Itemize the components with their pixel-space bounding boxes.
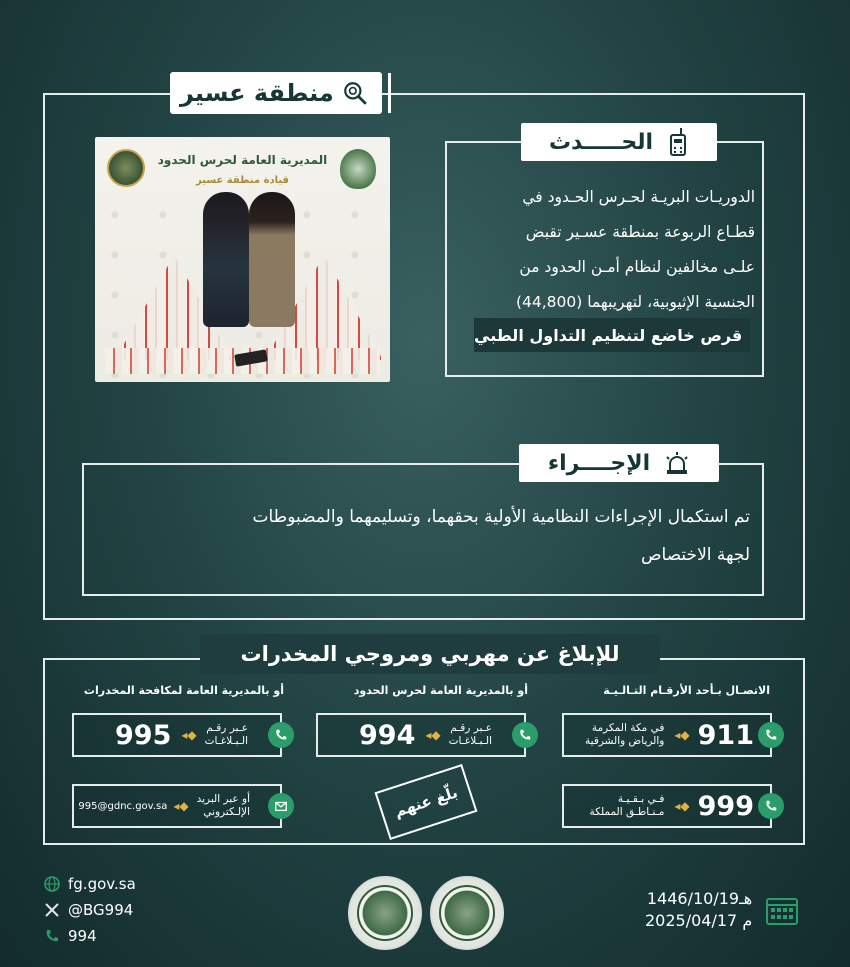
date-hijri: 1446/10/19هـ xyxy=(646,889,753,908)
action-title: الإجــــراء xyxy=(519,444,719,482)
mail-icon xyxy=(268,793,294,819)
phone-icon xyxy=(512,722,538,748)
report-title: للإبلاغ عن مهربي ومروجي المخدرات xyxy=(200,634,660,674)
photo-header-title: المديرية العامة لحرس الحدود xyxy=(157,153,328,167)
footer-phone[interactable]: 994 xyxy=(44,927,136,945)
call-994-pill[interactable]: عـبر رقـم الـبـلاغـات ◆◂ 994 xyxy=(316,713,526,757)
event-title: الحـــــدث xyxy=(521,123,717,161)
col-head-border-guard: أو بالمديرية العامة لحرس الحدود xyxy=(353,684,528,697)
number-994: 994 xyxy=(359,719,416,751)
phone-icon xyxy=(44,928,60,944)
footer-website[interactable]: fg.gov.sa xyxy=(44,875,136,893)
action-description: تم استكمال الإجراءات النظامية الأولية بحقهما، وتسليمهما والمضبوطات لجهة الاختصاص xyxy=(252,507,750,565)
footer-contacts xyxy=(44,875,136,945)
alarm-light-icon xyxy=(664,450,690,476)
region-title: منطقة عسير xyxy=(180,79,334,107)
magnifier-target-icon xyxy=(342,80,368,106)
region-tag xyxy=(170,72,382,114)
arrow-icon: ◆◂ xyxy=(425,728,441,742)
event-description: الدوريـات البريـة لحـرس الحـدود في قطـاع الربوعة بمنطقة عسـير تقبض علـى مخالفين لنظام أمـن الحدود من الجنسية الإثيوبية، لتهريبهما (44,800) xyxy=(515,188,755,311)
phone-icon xyxy=(758,793,784,819)
arrow-icon: ◆◂ xyxy=(674,728,690,742)
call-995-pill[interactable]: عـبر رقـم الـبـلاغـات ◆◂ 995 xyxy=(72,713,282,757)
arrow-icon: ◆◂ xyxy=(674,799,690,813)
email-address: 995@gdnc.gov.sa xyxy=(78,800,168,812)
report-stamp: بلّغ عنهم xyxy=(375,764,478,840)
col-head-narcotics: أو بالمديرية العامة لمكافحة المخدرات xyxy=(83,684,284,697)
footer-twitter[interactable]: @BG994 xyxy=(44,901,136,919)
event-highlight: قرص خاضع لتنظيم التداول الطبي xyxy=(474,318,750,352)
photo-header-sub: قيادة منطقة عسير xyxy=(196,175,289,186)
number-911: 911 xyxy=(697,719,754,751)
email-pill[interactable]: أو عبر البريد الإلـكتروني ◆◂ 995@gdnc.gov.sa xyxy=(72,784,282,828)
col-head-numbers: الاتصـال بـأحد الأرقـام التـالـيـة xyxy=(603,684,770,697)
arrow-icon: ◆◂ xyxy=(181,728,197,742)
date-gregorian: 2025/04/17 م xyxy=(645,911,753,930)
number-995: 995 xyxy=(115,719,172,751)
radio-icon xyxy=(667,127,689,157)
globe-icon xyxy=(44,876,60,892)
call-911-pill[interactable]: 911 ◆◂ في مكة المكرمة والرياض والشرقية xyxy=(562,713,772,757)
x-logo-icon xyxy=(44,902,60,918)
border-guard-emblem xyxy=(348,876,422,950)
number-999: 999 xyxy=(697,790,754,822)
saudi-emblem xyxy=(430,876,504,950)
footer-date xyxy=(645,888,798,932)
phone-icon xyxy=(758,722,784,748)
call-999-pill[interactable]: 999 ◆◂ فـي بـقـيـة مـنـاطـق المملكة xyxy=(562,784,772,828)
seizure-photo xyxy=(95,137,390,382)
calendar-icon xyxy=(766,895,798,925)
arrow-icon: ◆◂ xyxy=(173,799,189,813)
phone-icon xyxy=(268,722,294,748)
